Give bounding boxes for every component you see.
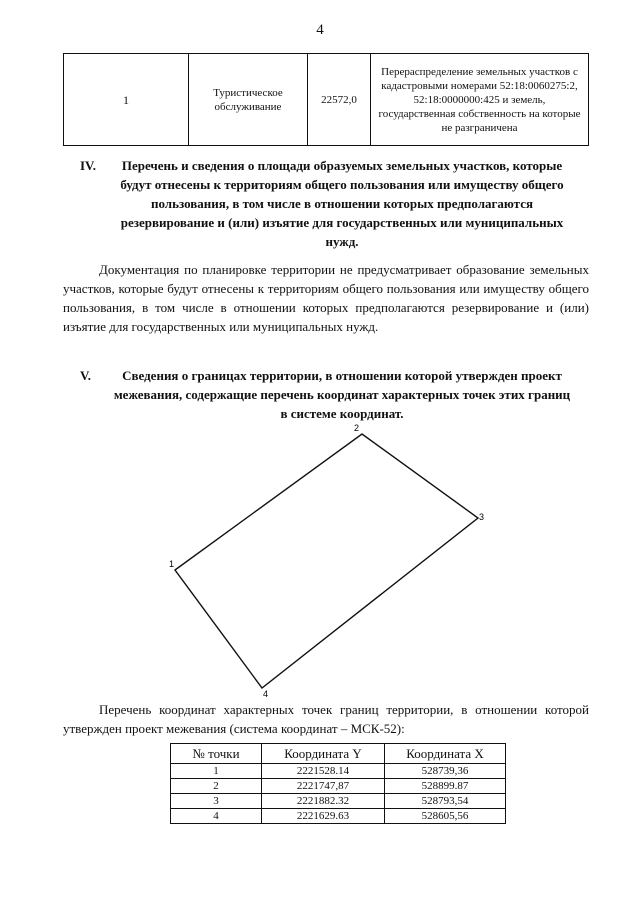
section-iv-title: Перечень и сведения о площади образуемых земельных участков, которые будут отнесены к территориям общего пользования или имуществу общего пользования, в том числе в отношении которых предполагаются резервирование и (или) изъятие для государственных или муниципальных нужд. <box>120 158 564 249</box>
section-v-heading <box>63 366 589 423</box>
section-v-title: Сведения о границах территории, в отношении которой утвержден проект межевания, содержащие перечень координат характерных точек этих границ в системе координат. <box>113 368 571 421</box>
coordinates-table <box>170 743 506 824</box>
area-cell: 22572,0 <box>308 54 371 146</box>
column-header-point: № точки <box>171 744 262 764</box>
section-v-paragraph: Перечень координат характерных точек границ территории, в отношении которой утвержден проект межевания (система координат – МСК-52): <box>63 702 589 736</box>
table-row <box>171 809 506 824</box>
coordinate-y: 2221882.32 <box>262 794 385 809</box>
plot-number-cell: 1 <box>64 54 189 146</box>
coordinate-y: 2221629.63 <box>262 809 385 824</box>
boundary-polygon <box>175 434 478 688</box>
boundary-diagram <box>160 420 500 700</box>
table-header-row <box>171 744 506 764</box>
point-label-3: 3 <box>479 512 485 522</box>
table-row <box>171 779 506 794</box>
coordinate-x: 528605,56 <box>385 809 506 824</box>
section-iv-heading <box>63 156 589 251</box>
table-row <box>171 794 506 809</box>
coordinate-y: 2221747,87 <box>262 779 385 794</box>
table-row <box>171 764 506 779</box>
point-number: 3 <box>171 794 262 809</box>
table-row <box>64 54 589 146</box>
point-label-4: 4 <box>263 689 269 699</box>
section-iv-number: IV. <box>80 158 97 173</box>
coordinate-y: 2221528.14 <box>262 764 385 779</box>
point-number: 4 <box>171 809 262 824</box>
coordinate-x: 528793,54 <box>385 794 506 809</box>
section-iv-paragraph: Документация по планировке территории не предусматривает образование земельных участков, которые будут отнесены к территориям общего пользования или имуществу общего пользования, в том числе в отношении которых предполагаются резервирование и (или) изъятие для государственных или муниципальных нужд. <box>63 262 589 334</box>
column-header-x: Координата X <box>385 744 506 764</box>
section-v-number: V. <box>80 368 91 383</box>
column-header-y: Координата Y <box>262 744 385 764</box>
coordinate-x: 528739,36 <box>385 764 506 779</box>
use-type-cell: Туристическое обслуживание <box>189 54 308 146</box>
coordinate-x: 528899.87 <box>385 779 506 794</box>
point-label-2: 2 <box>354 423 360 433</box>
page-number: 4 <box>316 22 324 38</box>
point-number: 2 <box>171 779 262 794</box>
point-number: 1 <box>171 764 262 779</box>
land-plot-table <box>63 53 589 146</box>
formation-method-cell: Перераспределение земельных участков с кадастровыми номерами 52:18:0060275:2, 52:18:0000000:425 и земель, государственная собственность на которые не разграничена <box>371 54 589 146</box>
point-label-1: 1 <box>169 559 175 569</box>
